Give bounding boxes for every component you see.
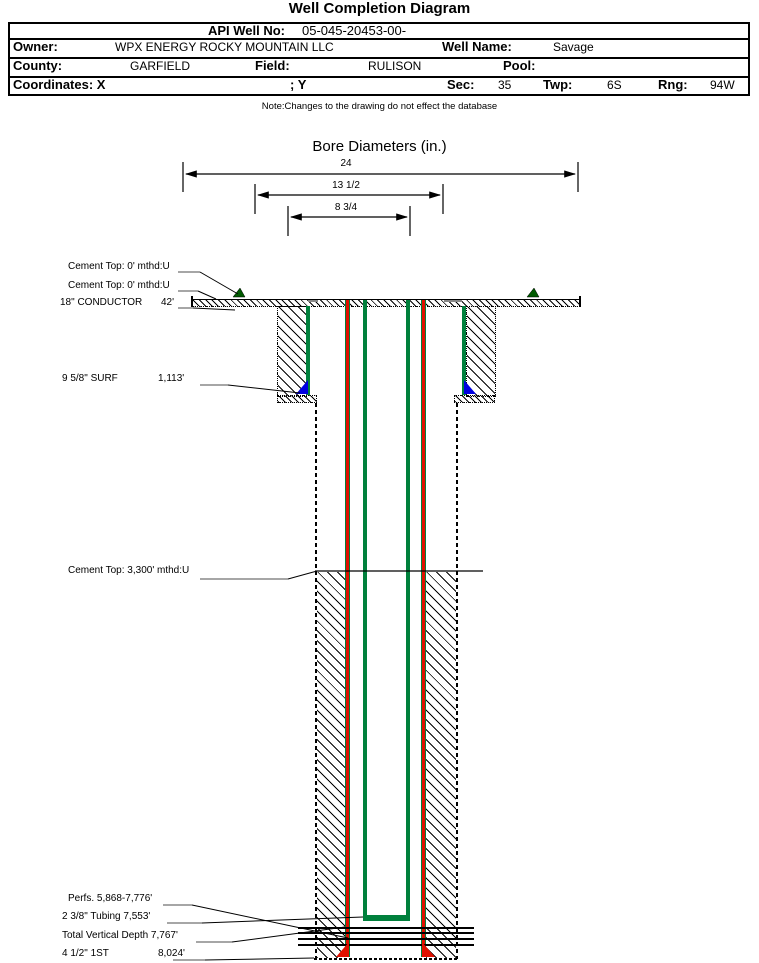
coordinates-label: Coordinates: X <box>13 77 106 92</box>
county-value: GARFIELD <box>130 59 191 73</box>
api-well-no-label: API Well No: <box>207 23 285 38</box>
owner-label: Owner: <box>13 39 58 54</box>
page-title: Well Completion Diagram <box>288 0 471 17</box>
leader-lines <box>163 272 363 960</box>
well-name-value: Savage <box>553 40 594 54</box>
bore-dimension-lines <box>183 162 578 236</box>
annotation-cement-top-2: Cement Top: 0' mthd:U <box>68 280 170 291</box>
twp-label: Twp: <box>543 77 573 92</box>
annotation-surface-casing-depth: 1,113' <box>158 373 185 384</box>
pool-label: Pool: <box>503 58 536 73</box>
owner-value: WPX ENERGY ROCKY MOUNTAIN LLC <box>115 40 334 54</box>
annotation-conductor-depth: 42' <box>161 297 175 308</box>
field-label: Field: <box>255 58 290 73</box>
sec-value: 35 <box>498 78 512 92</box>
casing-shoe-icon <box>336 942 435 957</box>
rng-label: Rng: <box>658 77 688 92</box>
note-text: Note:Changes to the drawing do not effect the database <box>261 101 498 112</box>
sec-label: Sec: <box>447 77 475 92</box>
field-value: RULISON <box>368 59 422 73</box>
rng-value: 94W <box>710 78 735 92</box>
annotation-perfs: Perfs. 5,868-7,776' <box>68 893 153 904</box>
twp-value: 6S <box>607 78 622 92</box>
bore-dim-24-label: 24 <box>340 158 352 169</box>
county-label: County: <box>13 58 63 73</box>
annotation-tvd: Total Vertical Depth 7,767' <box>62 930 178 941</box>
annotation-cement-top-1: Cement Top: 0' mthd:U <box>68 261 170 272</box>
bore-diameters-title: Bore Diameters (in.) <box>312 138 447 155</box>
api-well-no-value: 05-045-20453-00- <box>302 23 407 38</box>
surface-shoe-cement-icon <box>296 380 476 394</box>
conductor-bar-endcaps <box>192 296 580 307</box>
bore-dim-13half-label: 13 1/2 <box>332 180 360 191</box>
bore-dim-8threequarter-label: 8 3/4 <box>334 202 358 213</box>
annotation-cement-top-3: Cement Top: 3,300' mthd:U <box>68 565 190 576</box>
annotation-production-casing: 4 1/2" 1ST <box>62 948 109 959</box>
annotation-tubing: 2 3/8" Tubing 7,553' <box>62 911 151 922</box>
coordinates-y-label: ; Y <box>290 77 307 92</box>
cement-top-marker-icon <box>233 288 539 297</box>
annotation-surface-casing: 9 5/8" SURF <box>62 373 118 384</box>
annotation-conductor: 18" CONDUCTOR <box>60 297 143 308</box>
well-name-label: Well Name: <box>442 39 512 54</box>
annotation-production-casing-depth: 8,024' <box>158 948 185 959</box>
